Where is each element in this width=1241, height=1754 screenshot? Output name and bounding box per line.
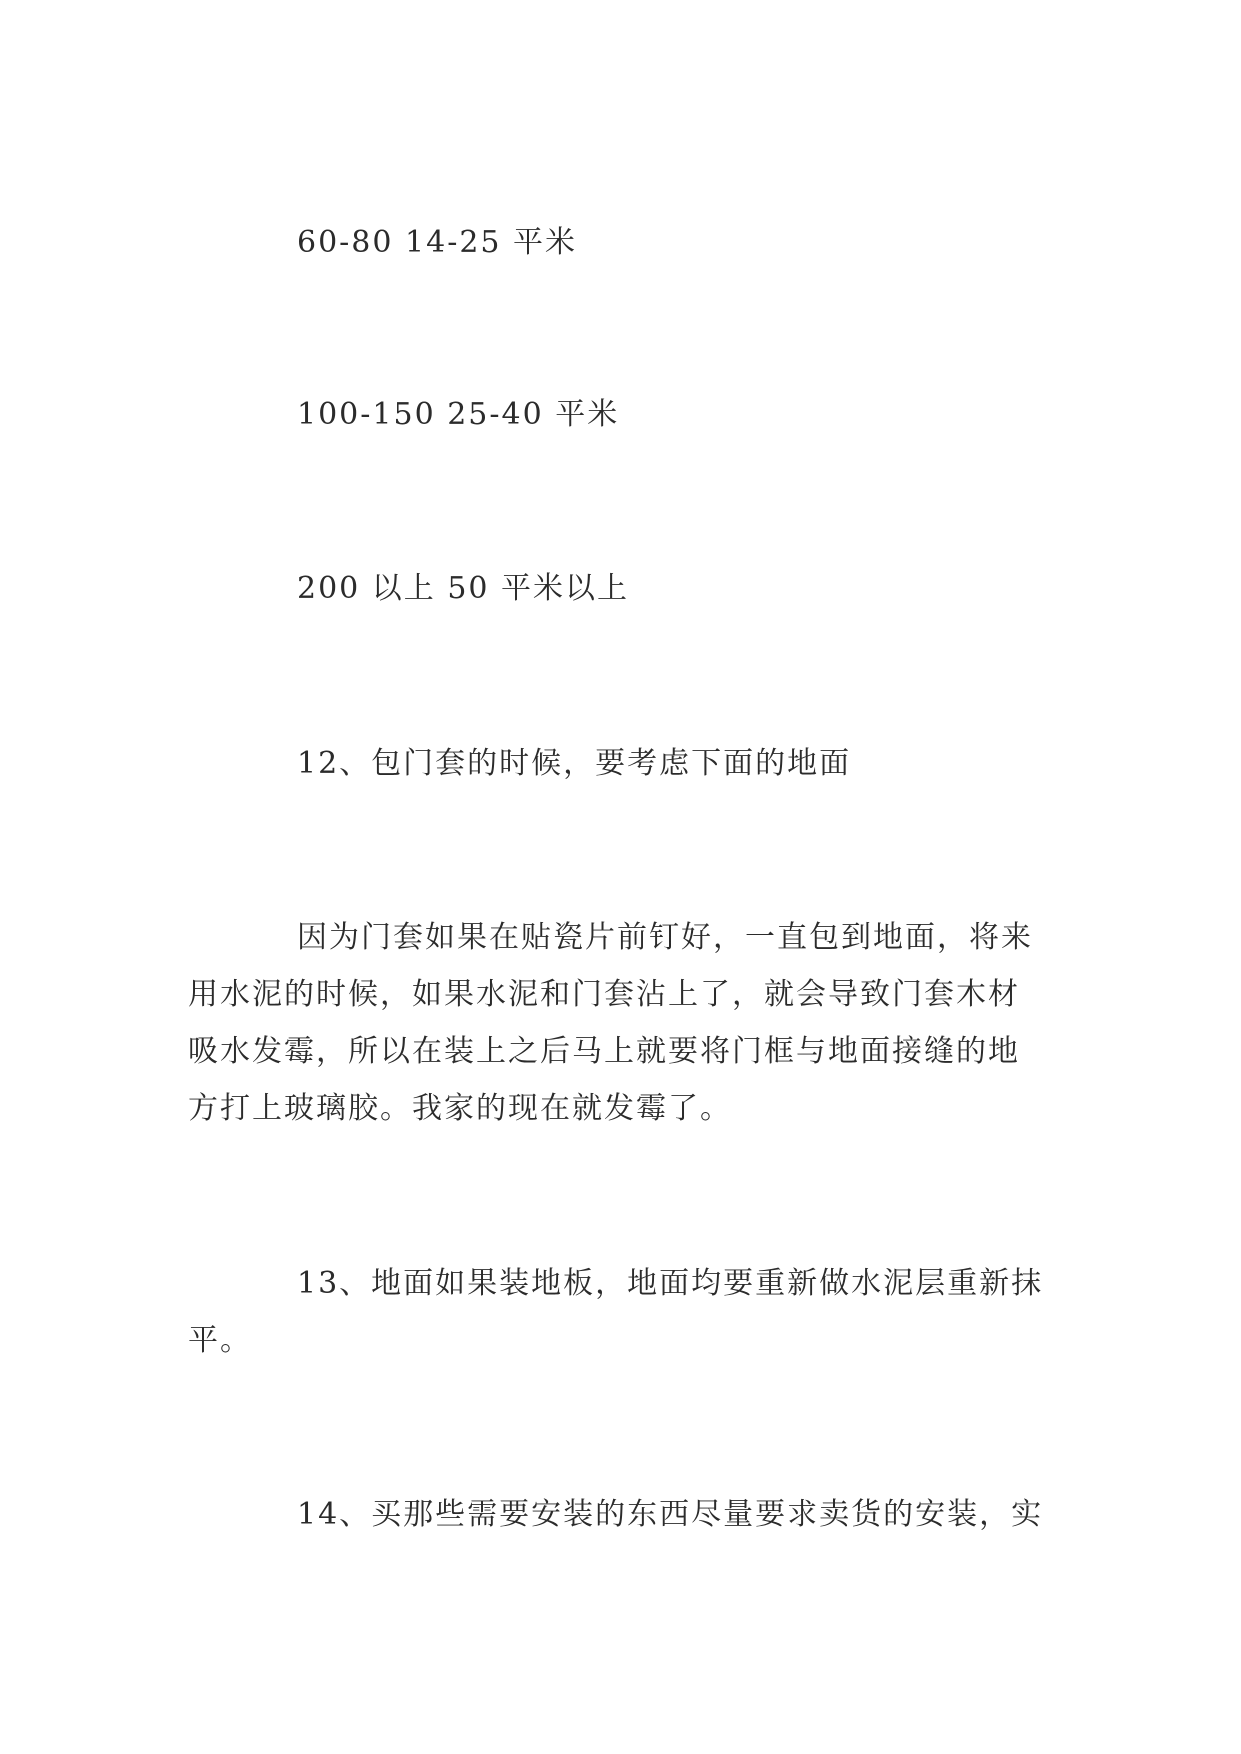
item-12-paragraph-line: 方打上玻璃胶。我家的现在就发霉了。 [188,1091,732,1126]
table-row: 60-80 14-25 平米 [297,225,578,260]
item-14-paragraph-line: 14、买那些需要安装的东西尽量要求卖货的安装，实 [297,1497,1044,1532]
item-12-paragraph-line: 因为门套如果在贴瓷片前钉好，一直包到地面，将来 [297,920,1033,955]
item-12-paragraph-line: 吸水发霉，所以在装上之后马上就要将门框与地面接缝的地 [188,1034,1020,1069]
item-12-heading: 12、包门套的时候，要考虑下面的地面 [297,746,852,781]
table-row: 100-150 25-40 平米 [297,397,620,432]
item-12-paragraph-line: 用水泥的时候，如果水泥和门套沾上了，就会导致门套木材 [188,977,1020,1012]
table-row: 200 以上 50 平米以上 [297,571,630,606]
item-13-paragraph-line: 平。 [188,1323,252,1358]
item-13-paragraph-line: 13、地面如果装地板，地面均要重新做水泥层重新抹 [297,1266,1044,1301]
